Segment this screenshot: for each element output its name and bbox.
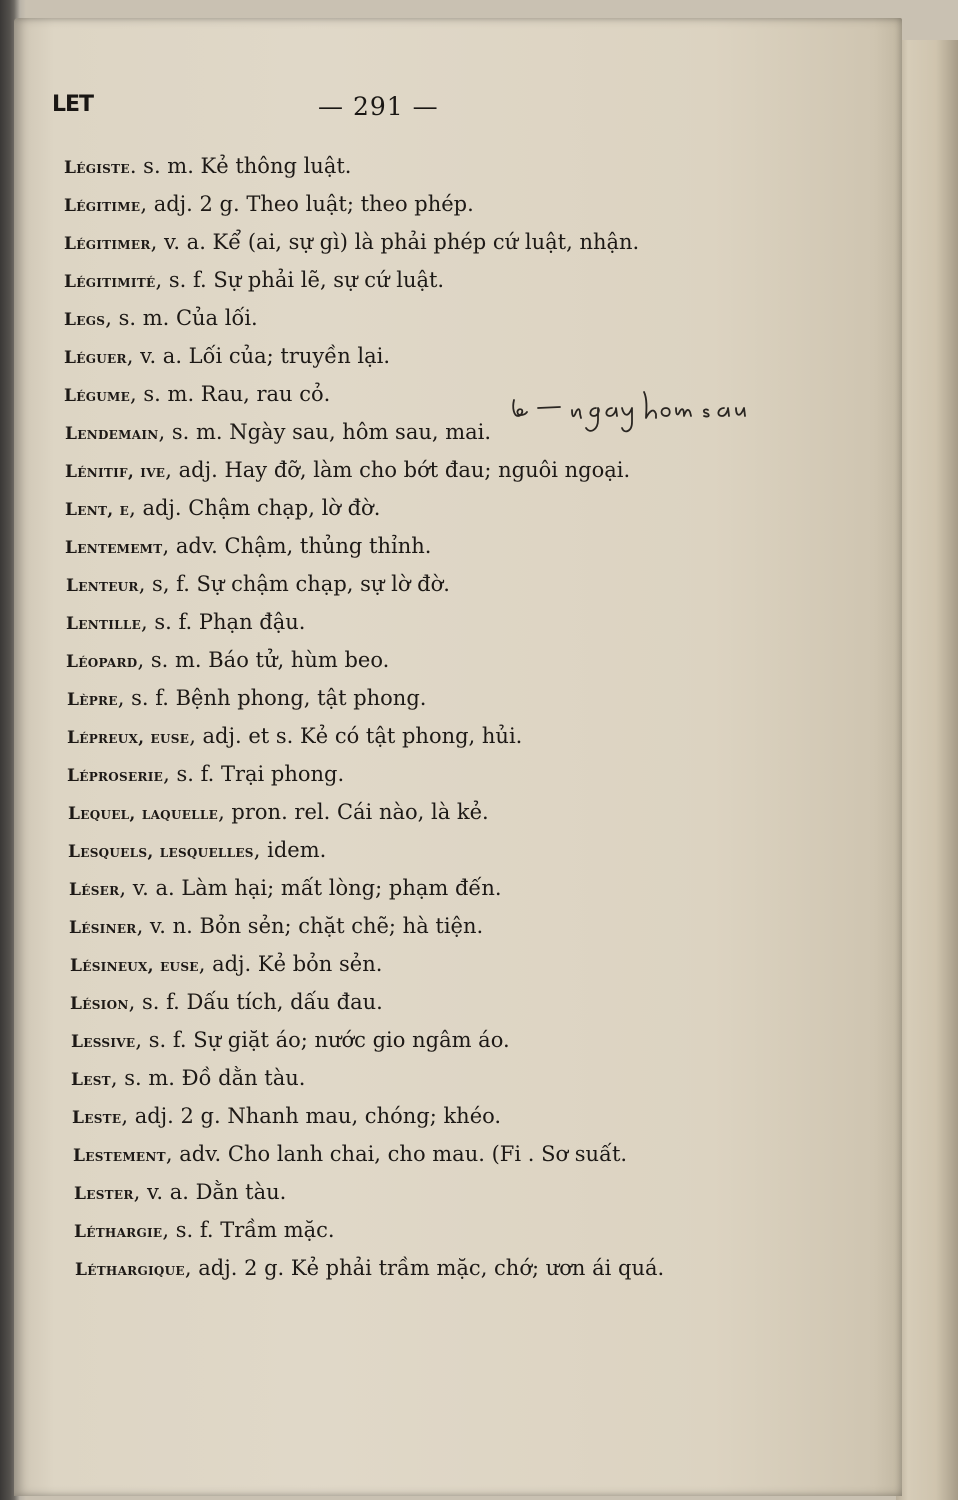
entry: [65, 494, 380, 524]
headword: Lésineux, euse: [70, 956, 199, 976]
headword: Lèpre: [67, 690, 118, 710]
entry: [65, 532, 431, 562]
entry: [74, 1216, 335, 1246]
entry: [70, 950, 382, 980]
definition: , adv. Chậm, thủng thỉnh.: [162, 534, 432, 558]
definition: , adv. Cho lanh chai, cho mau. (Fi . Sơ suất.: [165, 1142, 628, 1166]
definition: , v. a. Làm hại; mất lòng; phạm đến.: [119, 876, 502, 900]
headword: Legs: [64, 310, 106, 330]
headword: Léproserie: [67, 766, 164, 786]
entry: [65, 418, 491, 448]
headword: Lentille: [66, 614, 142, 634]
headword: Lépreux, euse: [67, 728, 190, 748]
entry: [71, 1064, 305, 1094]
entry: [71, 1026, 510, 1056]
definition: , s. m. Ngày sau, hôm sau, mai.: [158, 420, 492, 444]
headword: Léopard: [66, 652, 138, 672]
next-page-edge: [896, 40, 958, 1500]
definition: , s. m. Báo tử, hùm beo.: [137, 648, 390, 672]
headword: Léguer: [64, 348, 127, 368]
headword: Lésion: [70, 994, 129, 1014]
entry: [64, 228, 639, 258]
entry: [64, 190, 474, 220]
entry: [64, 380, 330, 410]
entry-list: [50, 130, 850, 1290]
definition: , adj. Chậm chạp, lờ đờ.: [129, 496, 381, 520]
definition: , v. n. Bỏn sẻn; chặt chẽ; hà tiện.: [136, 914, 484, 938]
entry: [68, 798, 489, 828]
definition: , adj. et s. Kẻ có tật phong, hủi.: [189, 724, 523, 748]
entry: [69, 874, 502, 904]
headword: Lenteur: [66, 576, 139, 596]
headword: Lestement: [73, 1146, 166, 1166]
definition: , v. a. Dằn tàu.: [133, 1180, 287, 1204]
entry: [74, 1178, 286, 1208]
entry: [67, 684, 426, 714]
headword: Lequel, laquelle: [68, 804, 219, 824]
headword: Leste: [72, 1108, 122, 1128]
entry: [66, 646, 389, 676]
definition: , adj. 2 g. Kẻ phải trầm mặc, chớ; ươn ái quá.: [184, 1256, 665, 1280]
entry: [67, 760, 344, 790]
headword: Légume: [64, 386, 131, 406]
entry: [70, 988, 383, 1018]
definition: , s. f. Dấu tích, dấu đau.: [128, 990, 383, 1014]
entry: [72, 1102, 501, 1132]
entry: [65, 456, 630, 486]
entry: [66, 608, 305, 638]
headword: Lessive: [71, 1032, 136, 1052]
definition: , adj. Hay đỡ, làm cho bớt đau; nguôi ngoại.: [165, 458, 631, 482]
definition: , pron. rel. Cái nào, là kẻ.: [218, 800, 489, 824]
guide-word: LET: [52, 92, 94, 117]
entry: [69, 912, 483, 942]
headword: Légiste: [64, 158, 130, 178]
definition: , v. a. Lối của; truyền lại.: [126, 344, 391, 368]
headword: Lent, e: [65, 500, 130, 520]
definition: , adj. 2 g. Nhanh mau, chóng; khéo.: [121, 1104, 502, 1128]
headword: Lest: [71, 1070, 111, 1090]
definition: , s. f. Sự giặt áo; nước gio ngâm áo.: [135, 1028, 510, 1052]
headword: Léthargique: [75, 1260, 185, 1280]
headword: Lénitif, ive: [65, 462, 166, 482]
headword: Léser: [69, 880, 120, 900]
headword: Lester: [74, 1184, 134, 1204]
headword: Lesquels, lesquelles: [68, 842, 254, 862]
page-number: — 291 —: [318, 92, 439, 121]
definition: , s. f. Trại phong.: [163, 762, 345, 786]
definition: , s. m. Rau, rau cỏ.: [130, 382, 331, 406]
headword: Légitime: [64, 196, 141, 216]
entry: [75, 1254, 664, 1284]
handwritten-margin-note: [508, 386, 808, 440]
entry: [64, 266, 444, 296]
headword: Légitimer: [64, 234, 151, 254]
definition: , adj. Kẻ bỏn sẻn.: [198, 952, 383, 976]
entry: [73, 1140, 627, 1170]
entry: [64, 342, 390, 372]
definition: , v. a. Kể (ai, sự gì) là phải phép cứ luật, nhận.: [150, 230, 640, 254]
headword: Lésiner: [69, 918, 137, 938]
definition: . s. m. Kẻ thông luật.: [129, 154, 352, 178]
definition: , s. f. Trầm mặc.: [162, 1218, 335, 1242]
definition: , s. m. Của lối.: [105, 306, 258, 330]
definition: , adj. 2 g. Theo luật; theo phép.: [140, 192, 474, 216]
definition: , s. m. Đồ dằn tàu.: [110, 1066, 306, 1090]
entry: [64, 152, 351, 182]
headword: Lendemain: [65, 424, 159, 444]
definition: , s. f. Bệnh phong, tật phong.: [117, 686, 427, 710]
definition: , s. f. Sự phải lẽ, sự cứ luật.: [155, 268, 445, 292]
headword: Léthargie: [74, 1222, 163, 1242]
entry: [66, 570, 450, 600]
entry: [64, 304, 258, 334]
definition: , s, f. Sự chậm chạp, sự lờ đờ.: [138, 572, 450, 596]
entry: [68, 836, 326, 866]
headword: Lentememt: [65, 538, 163, 558]
definition: , idem.: [253, 838, 327, 862]
definition: , s. f. Phạn đậu.: [141, 610, 306, 634]
entry: [67, 722, 522, 752]
headword: Légitimité: [64, 272, 156, 292]
